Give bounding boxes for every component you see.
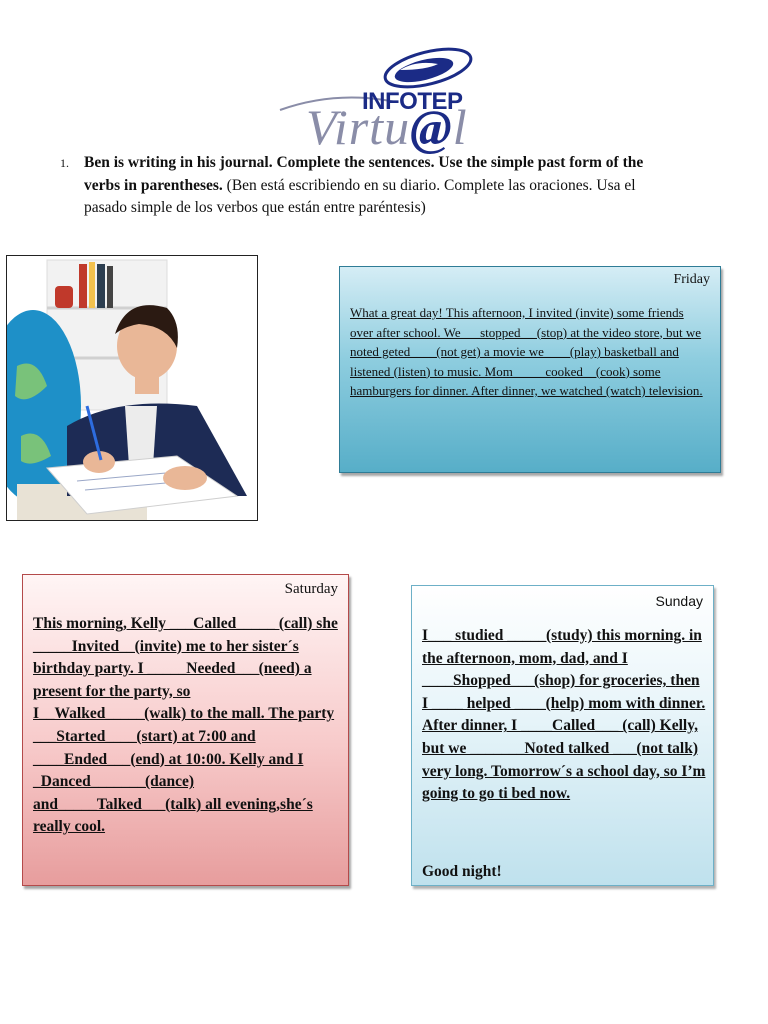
instruction-translation: (Ben está escribiendo en su diario. Complete las oraciones. Usa el pasado simple de los verbos que están entre paréntesis) xyxy=(84,176,636,216)
sunday-journal-card xyxy=(411,585,714,886)
saturday-day-label: Saturday xyxy=(284,581,338,597)
student-writing-photo xyxy=(6,255,258,521)
logo-brand-text: INFOTEP xyxy=(362,88,463,115)
friday-journal-card xyxy=(339,266,721,473)
friday-day-label: Friday xyxy=(673,272,710,287)
instruction-bold: Ben is writing in his journal. Complete the sentences. Use the simple past form of the verbs in parentheses. xyxy=(84,154,644,194)
sunday-day-label: Sunday xyxy=(655,593,703,609)
exercise-instruction xyxy=(60,152,660,220)
saturday-journal-card xyxy=(22,574,349,886)
logo-script-text: Virtu@l xyxy=(306,99,468,155)
saturday-entry-text: This morning, Kelly ___Called_____ (call) she _____Invited__(invite) me to her sister´s birthday party. I _____Needed___(need) a present for the party, so I__Walked_____(walk) to the mall. The party ___Started____(start) at 7:00 and ____Ended___(end) at 10:00. Kelly and I _Danced_______(dance) and_____Talked___(talk) all evening,she´s really cool. xyxy=(33,615,338,836)
instruction-text xyxy=(84,152,660,220)
exercise-number: 1. xyxy=(60,156,69,170)
student-illustration xyxy=(7,256,257,520)
infotep-virtual-logo xyxy=(276,40,494,155)
sunday-entry-text: I___ studied _____(study) this morning. in the afternoon, mom, dad, and I ____Shopped___(shop) for groceries, then I ____ helped ____(help) mom with dinner. After dinner, I ____Called___ (call) Kelly, but we _______Noted talked ___(not talk) very long. Tomorrow´s a school day, so I’m going to go ti bed now. xyxy=(422,627,706,803)
sunday-closing: Good night! xyxy=(422,863,502,880)
friday-entry-text: What a great day! This afternoon, I invited (invite) some friends over after school. We___stopped__ (stop) at the video store, but we noted geted____(not get) a movie we____(play) basketball and listened (listen) to music. Mom_____cooked__(cook) some hamburgers for dinner. After dinner, we watched (watch) television. xyxy=(350,305,703,398)
